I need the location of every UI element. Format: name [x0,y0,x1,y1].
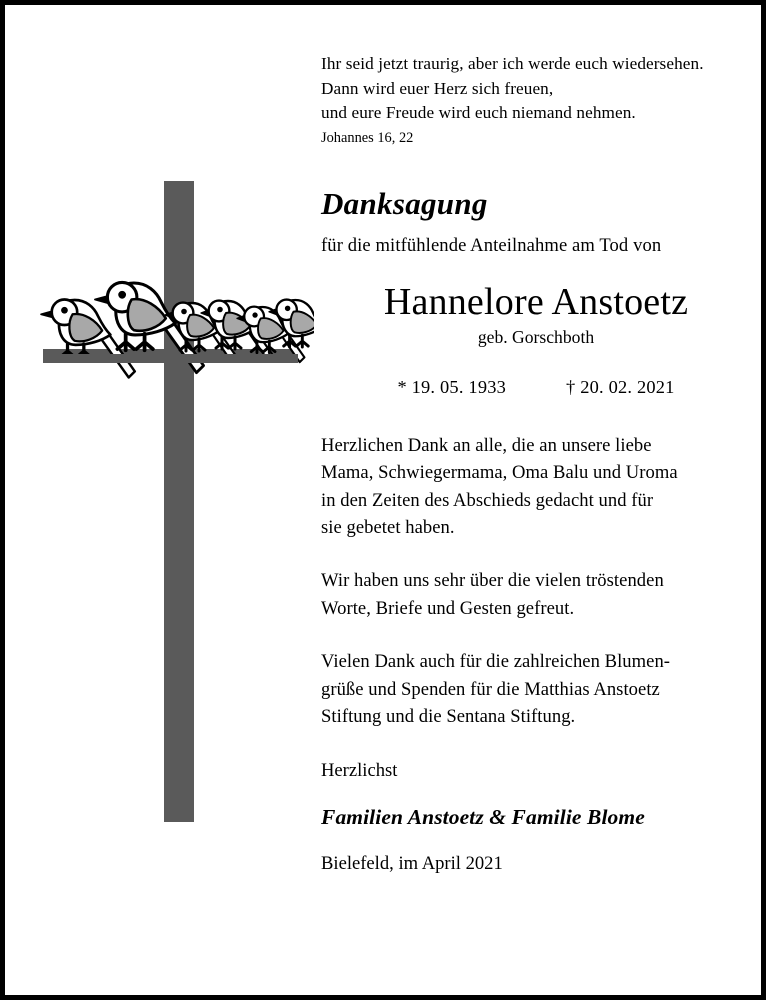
paragraph-line: Mama, Schwiegermama, Oma Balu und Uroma [321,462,678,484]
paragraph-words [321,567,751,622]
paragraph-donations [321,648,751,730]
paragraph-line: in den Zeiten des Abschieds gedacht und für [321,489,654,511]
verse-line: Dann wird euer Herz sich freuen, [321,78,554,98]
paragraph-line: Herzlichen Dank an alle, die an unsere liebe [321,434,652,456]
cross-vertical-bar [164,181,194,822]
paragraph-line: Vielen Dank auch für die zahlreichen Blumen- [321,651,671,673]
bible-verse [321,52,751,126]
verse-line: und eure Freude wird euch niemand nehmen. [321,103,636,123]
cross-with-birds-illustration [19,170,314,840]
notice-text-column [321,52,751,877]
life-dates [321,375,751,399]
paragraph-line: Worte, Briefe und Gesten gefreut. [321,597,575,619]
family-signature: Familien Anstoetz & Familie Blome [321,805,645,830]
paragraph-line: grüße und Spenden für die Matthias Anstoetz [321,678,660,700]
closing-salutation: Herzlichst [321,760,398,782]
deceased-maiden-name: geb. Gorschboth [477,326,595,347]
place-and-date: Bielefeld, im April 2021 [321,853,503,875]
paragraph-thanks [321,432,751,542]
cross-horizontal-bar-front [43,354,298,363]
page-title: Danksagung [321,185,488,221]
paragraph-line: Stiftung und die Sentana Stiftung. [321,706,576,728]
paragraph-line: Wir haben uns sehr über die vielen tröstenden [321,570,664,592]
verse-reference: Johannes 16, 22 [321,129,414,146]
page-subtitle: für die mitfühlende Anteilnahme am Tod von [321,234,662,256]
death-date: † 20. 02. 2021 [566,376,675,397]
paragraph-line: sie gebetet haben. [321,517,455,538]
birth-date: * 19. 05. 1933 [397,376,506,397]
verse-line: Ihr seid jetzt traurig, aber ich werde euch wiedersehen. [321,54,704,73]
deceased-name: Hannelore Anstoetz [383,280,689,323]
